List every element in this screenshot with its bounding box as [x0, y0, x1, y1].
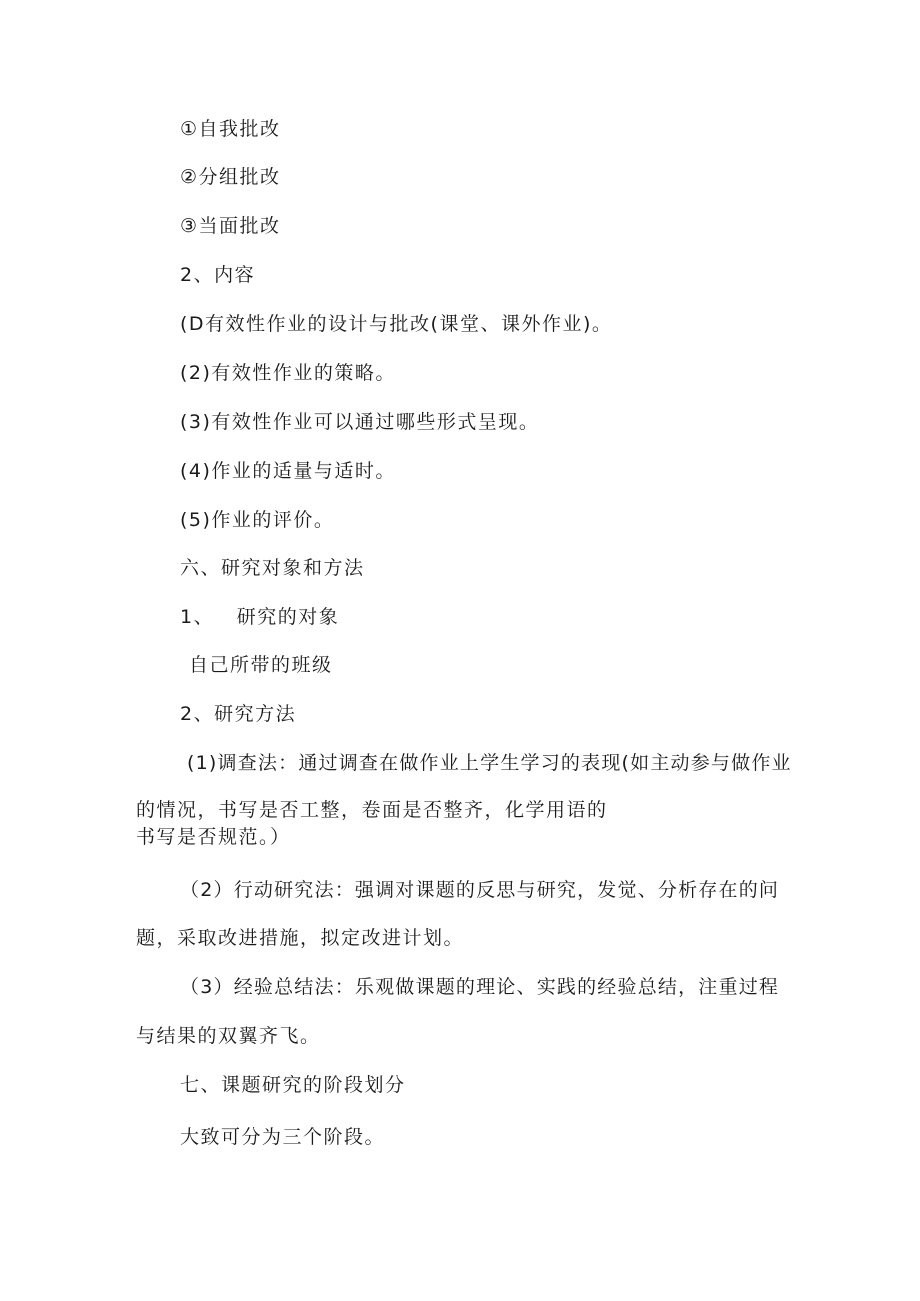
- content-item-2: (2)有效性作业的策略。: [180, 362, 396, 384]
- section-heading-six: 六、研究对象和方法: [180, 557, 365, 579]
- subheading-research-method: 2、研究方法: [180, 703, 297, 725]
- research-object-text: 自己所带的班级: [189, 654, 333, 676]
- content-item-3: (3)有效性作业可以通过哪些形式呈现。: [180, 411, 540, 433]
- content-item-1: (D有效性作业的设计与批改(课堂、课外作业)。: [180, 313, 613, 335]
- list-item-group-grading: ②分组批改: [180, 166, 281, 188]
- method-action-line-1: （2）行动研究法：强调对课题的反思与研究，发觉、分析存在的问: [180, 879, 780, 901]
- list-item-face-grading: ③当面批改: [180, 215, 281, 237]
- content-item-5: (5)作业的评价。: [180, 509, 335, 531]
- method-action-line-2: 题，采取改进措施，拟定改进计划。: [136, 927, 465, 949]
- stages-text: 大致可分为三个阶段。: [180, 1126, 386, 1148]
- method-experience-line-1: （3）经验总结法：乐观做课题的理论、实践的经验总结，注重过程: [180, 976, 780, 998]
- method-survey-line-3: 书写是否规范。）: [136, 826, 291, 848]
- method-survey-line-2: 的情况，书写是否工整，卷面是否整齐，化学用语的: [136, 799, 608, 821]
- method-experience-line-2: 与结果的双翼齐飞。: [136, 1025, 321, 1047]
- list-item-self-grading: ①自我批改: [180, 118, 281, 140]
- subheading-research-object: 1、 研究的对象: [180, 606, 340, 628]
- section-heading-seven: 七、课题研究的阶段划分: [180, 1074, 406, 1096]
- section-heading-content: 2、内容: [180, 264, 256, 286]
- method-survey-line-1: (1)调查法：通过调查在做作业上学生学习的表现(如主动参与做作业: [187, 752, 792, 774]
- content-item-4: (4)作业的适量与适时。: [180, 460, 396, 482]
